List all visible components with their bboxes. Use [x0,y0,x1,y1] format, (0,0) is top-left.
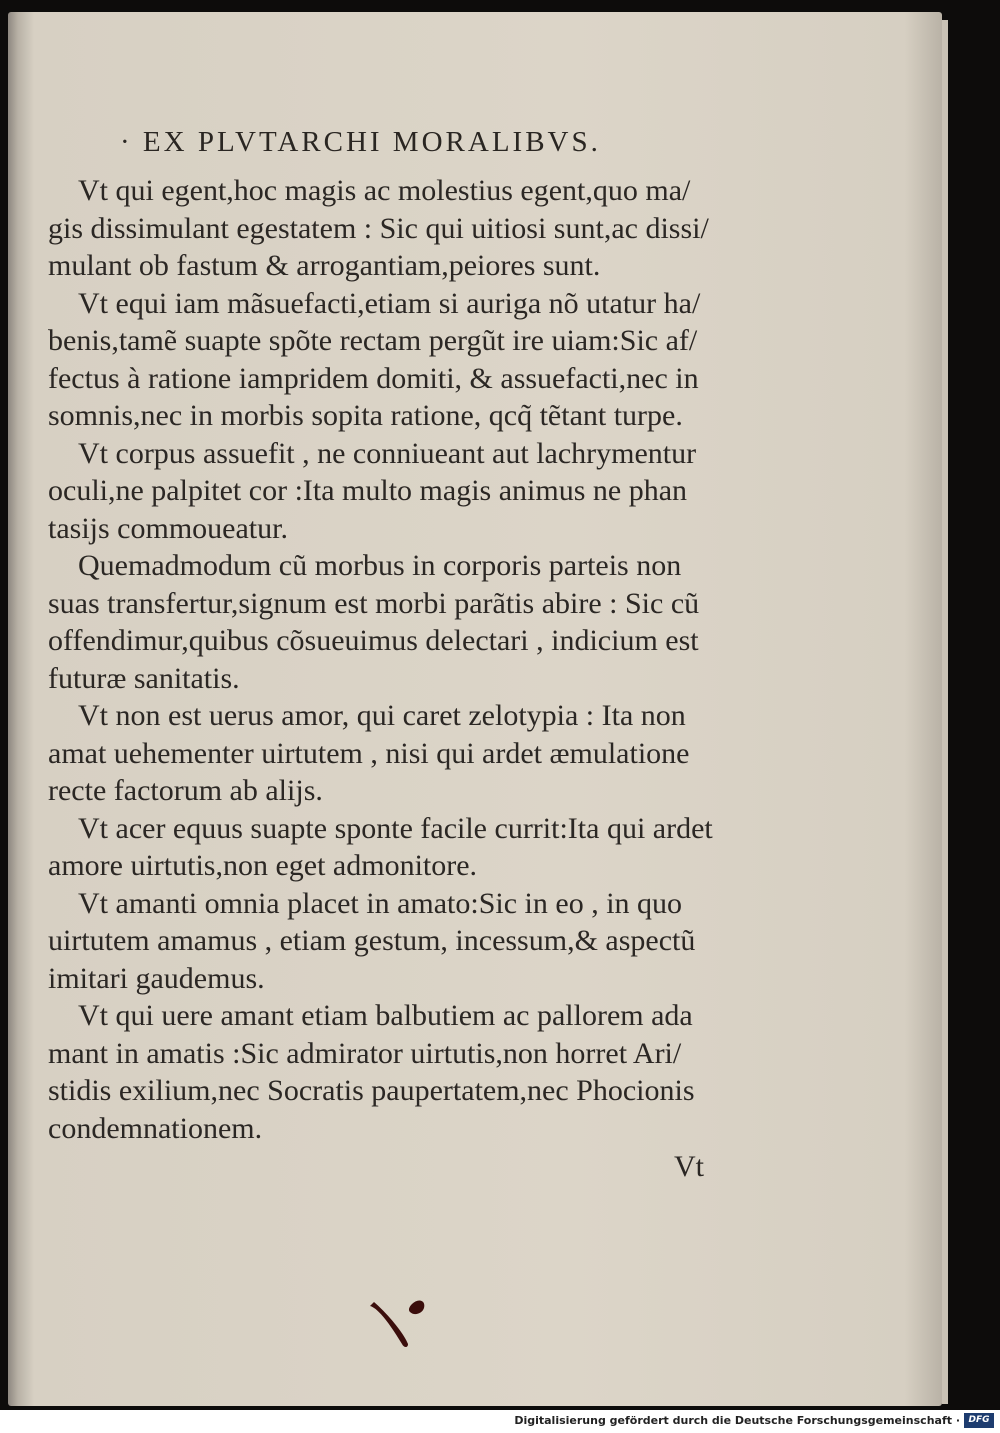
paragraph [48,810,738,885]
text-line: stidis exilium,nec Socratis paupertatem,nec Phocionis [48,1074,695,1107]
text-line: tasijs commoueatur. [48,511,288,545]
body-text [48,172,738,1147]
text-line: Vt non est uerus amor, qui caret zelotypia : Ita non [78,699,686,732]
text-line: mant in amatis :Sic admirator uirtutis,non horret Ari/ [48,1036,682,1070]
text-line: offendimur,quibus cõsueuimus delectari , indicium est [48,624,699,657]
text-line: Vt qui egent,hoc magis ac molestius egent,quo ma/ [78,174,691,207]
text-line: fectus à ratione iampridem domiti, & assuefacti,nec in [48,361,699,395]
text-line: Quemadmodum cũ morbus in corporis parteis non [78,549,682,582]
text-line: oculi,ne palpitet cor :Ita multo magis animus ne phan [48,474,688,507]
text-line: amat uehementer uirtutem , nisi qui ardet æmulatione [48,736,690,770]
text-line: Vt qui uere amant etiam balbutiem ac pallorem ada [78,999,693,1032]
dfg-logo: DFG [964,1413,994,1428]
text-line: Vt corpus assuefit , ne conniueant aut lachrymentur [78,436,697,470]
text-line: Vt equi iam mãsuefacti,etiam si auriga nõ utatur ha/ [78,286,701,320]
text-line: benis,tamẽ suapte spõte rectam pergũt ire uiam:Sic af/ [48,324,698,357]
paragraph [48,885,738,998]
paragraph [48,697,738,810]
text-line: suas transfertur,signum est morbi parãtis abire : Sic cũ [48,586,700,620]
text-line: uirtutem amamus , etiam gestum, incessum,& aspectũ [48,924,696,957]
text-line: mulant ob fastum & arrogantiam,peiores sunt. [48,249,601,282]
page-edge [942,20,948,1404]
paragraph [48,997,738,1147]
text-line: Vt amanti omnia placet in amato:Sic in eo , in quo [78,886,683,920]
catchword: Vt [674,1150,704,1183]
paragraph [48,172,738,285]
text-line: imitari gaudemus. [48,961,265,995]
signature-mark-icon [364,1294,434,1354]
paragraph [48,435,738,548]
text-line: Vt acer equus suapte sponte facile currit:Ita qui ardet [78,811,713,845]
footer-credit: Digitalisierung gefördert durch die Deutsche Forschungsgemeinschaft · [514,1414,960,1427]
text-line: recte factorum ab alijs. [48,774,323,807]
running-head: · EX PLVTARCHI MORALIBVS. [120,126,601,158]
book-page [8,12,942,1406]
footer-bar [0,1410,1000,1433]
paragraph [48,285,738,435]
text-line: futuræ sanitatis. [48,661,240,695]
paragraph [48,547,738,697]
text-line: gis dissimulant egestatem : Sic qui uitiosi sunt,ac dissi/ [48,211,709,245]
text-line: somnis,nec in morbis sopita ratione, qcq̃ tẽtant turpe. [48,399,683,432]
text-line: amore uirtutis,non eget admonitore. [48,849,478,882]
text-line: condemnationem. [48,1111,263,1145]
